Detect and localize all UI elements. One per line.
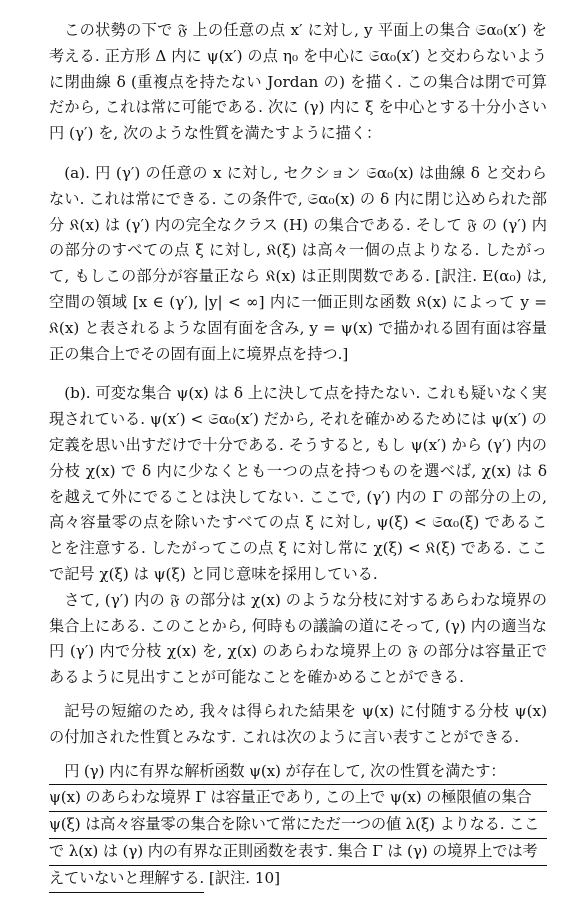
theorem-line: ψ(x) のあらわな境界 Γ は容量正であり, この上で ψ(x) の極限値の集合 — [49, 785, 547, 812]
page-body — [49, 18, 547, 893]
underlined-theorem — [49, 759, 547, 893]
paragraph-condition-a: (a). 円 (γ′) の任意の x に対し, セクション 𝔖α₀(x) は曲線 δ と交わらない. これは常にできる. この条件で, 𝔖α₀(x) の δ 内に閉じ込められた部分 𝔎(x) は (γ′) 内の完全なクラス (H) の集合である. そして 𝔉 の (γ′) 内の部分のすべての点 ξ に対し, 𝔎(ξ) は高々一個の点よりなる. したがって, もしこの部分が容量正なら 𝔎(x) は正則関数である. [訳注. E(α₀) は, 空間の領域 [x ∈ (γ′), |y| < ∞] 内に一価正則な函数 𝔎(x) によって y = 𝔎(x) と表されるような固有面を含み, y = ψ(x) で描かれる固有面は容量正の集合上でその固有面上に境界点を持つ.] — [49, 163, 547, 363]
theorem-line: ψ(ξ) は高々容量零の集合を除いて常にただ一つの値 λ(ξ) よりなる. ここ — [49, 812, 547, 839]
theorem-line: 円 (γ) 内に有界な解析函数 ψ(x) が存在して, 次の性質を満たす： — [49, 759, 547, 786]
theorem-line: えていないと理解する. — [49, 866, 204, 893]
paragraph-branch-boundary: さて, (γ′) 内の 𝔉 の部分は χ(x) のような分枝に対するあらわな境界の集合上にある. このことから, 何時もの議論の道にそって, (γ) 内の適当な円 (γ′) 内で分枝 χ(x) を, χ(x) のあらわな境界上の 𝔉 の部分は容量正であるように見出すことが可能なことを確かめることができる. — [49, 590, 547, 687]
theorem-line: で λ(x) は (γ) 内の有界な正則函数を表す. 集合 Γ は (γ) の境界上では考 — [49, 839, 547, 866]
paragraph-summary: 記号の短縮のため, 我々は得られた結果を ψ(x) に付随する分枝 ψ(x) の付加された性質とみなす. これは次のように言い表すことができる. — [49, 701, 547, 746]
paragraph-condition-b: (b). 可変な集合 ψ(x) は δ 上に決して点を持たない. これも疑いなく実現されている. ψ(x′) < 𝔖α₀(x′) だから, それを確かめるためには ψ(x′) の定義を思い出すだけで十分である. そうすると, もし ψ(x′) から (γ′) 内の分枝 χ(x) で δ 内に少なくとも一つの点を持つものを選べば, χ(x) は δ を越えて外にでることは決してない. ここで, (γ′) 内の Γ の部分の上の, 高々容量零の点を除いたすべての点 ξ に対し, ψ(ξ) < 𝔖α₀(ξ) であることを注意する. したがってこの点 ξ に対し常に χ(ξ) < 𝔎(ξ) である. ここで記号 χ(ξ) は ψ(ξ) と同じ意味を採用している. — [49, 384, 547, 583]
paragraph-intro: この状勢の下で 𝔉 上の任意の点 x′ に対し, y 平面上の集合 𝔖α₀(x′) を考える. 正方形 Δ 内に ψ(x′) の点 η₀ を中心に 𝔖α₀(x′) と交わらないように閉曲線 δ (重複点を持たない Jordan の) を描く. この集合は閉で可算だから, これは常に可能である. 次に (γ) 内に ξ を中心とする十分小さい円 (γ′) を, 次のような性質を満たすように描く： — [49, 21, 547, 143]
translator-note-ref: [訳注. 10] — [204, 868, 281, 887]
